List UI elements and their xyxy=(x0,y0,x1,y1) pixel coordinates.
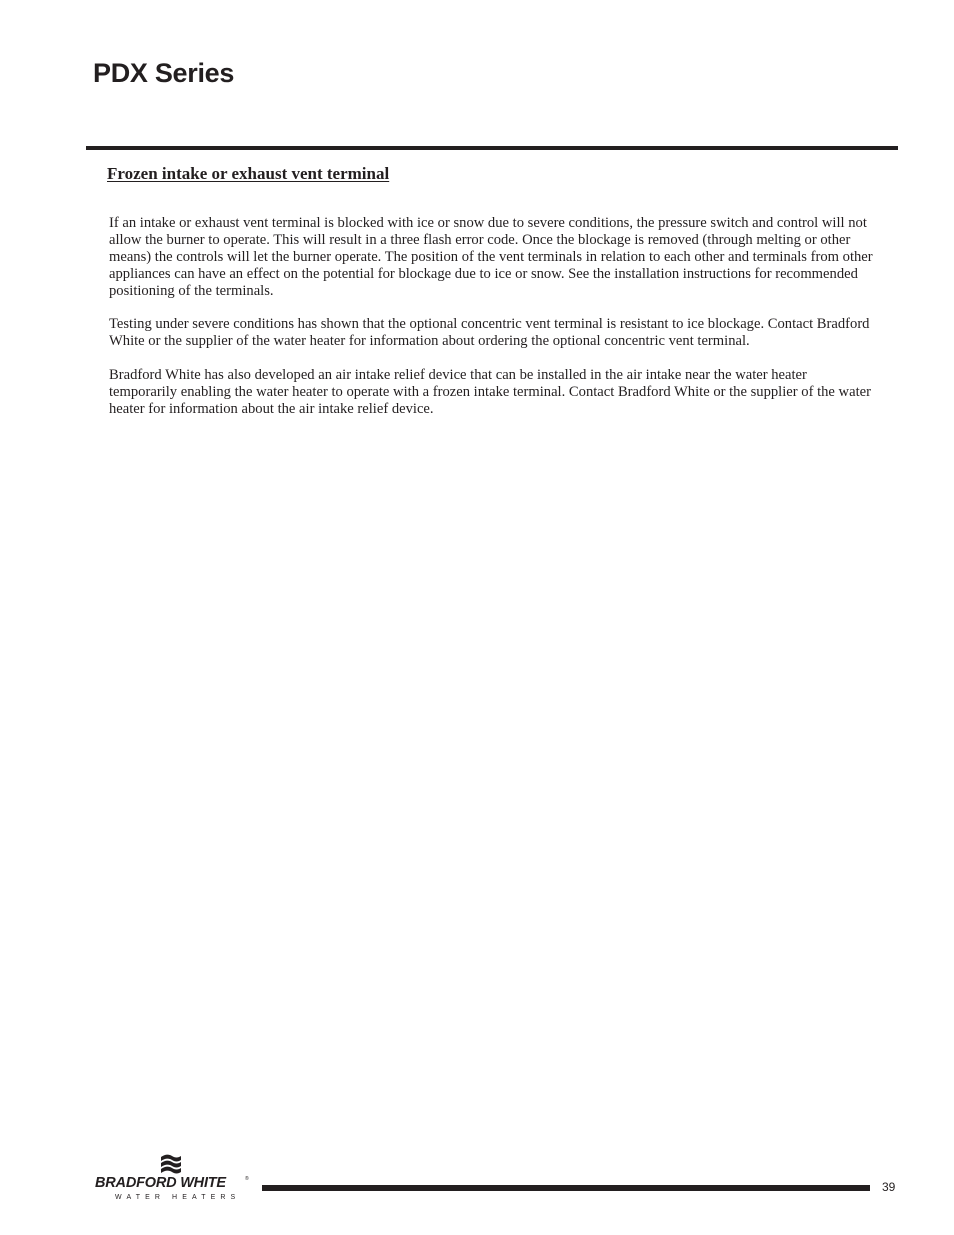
logo-tagline: WATER HEATERS xyxy=(115,1194,241,1201)
logo-wordmark: BRADFORD WHITE xyxy=(95,1175,226,1191)
series-title: PDX Series xyxy=(93,58,235,88)
paragraph-relief-device: Bradford White has also developed an air intake relief device that can be installed in the air intake near the water heater temporarily enabling the water heater to operate with a frozen intake terminal. Contact Bradford White or the supplier of the water heater for information about the air intake relief device. xyxy=(109,367,871,417)
registered-mark: ® xyxy=(245,1176,249,1182)
paragraph-blocked-terminal: If an intake or exhaust vent terminal is blocked with ice or snow due to severe conditions, the pressure switch and control will not allow the burner to operate. This will result in a three flash error code. Once the blockage is removed (through melting or other means) the controls will let the burner operate. The position of the vent terminals in relation to each other and terminals from other appliances can have an effect on the potential for blockage due to ice or snow. See the installation instructions for recommended positioning of the terminals. xyxy=(109,215,873,299)
bradford-white-logo xyxy=(95,1154,255,1204)
page-number: 39 xyxy=(882,1180,896,1194)
footer-divider xyxy=(262,1185,870,1191)
section-body xyxy=(109,215,875,435)
bradford-white-flag-icon xyxy=(159,1154,181,1176)
paragraph-concentric-vent: Testing under severe conditions has shown that the optional concentric vent terminal is resistant to ice blockage. Contact Bradford White or the supplier of the water heater for information about ordering the optional concentric vent terminal. xyxy=(109,316,870,350)
section-heading: Frozen intake or exhaust vent terminal xyxy=(107,164,390,183)
header-divider xyxy=(86,146,898,150)
